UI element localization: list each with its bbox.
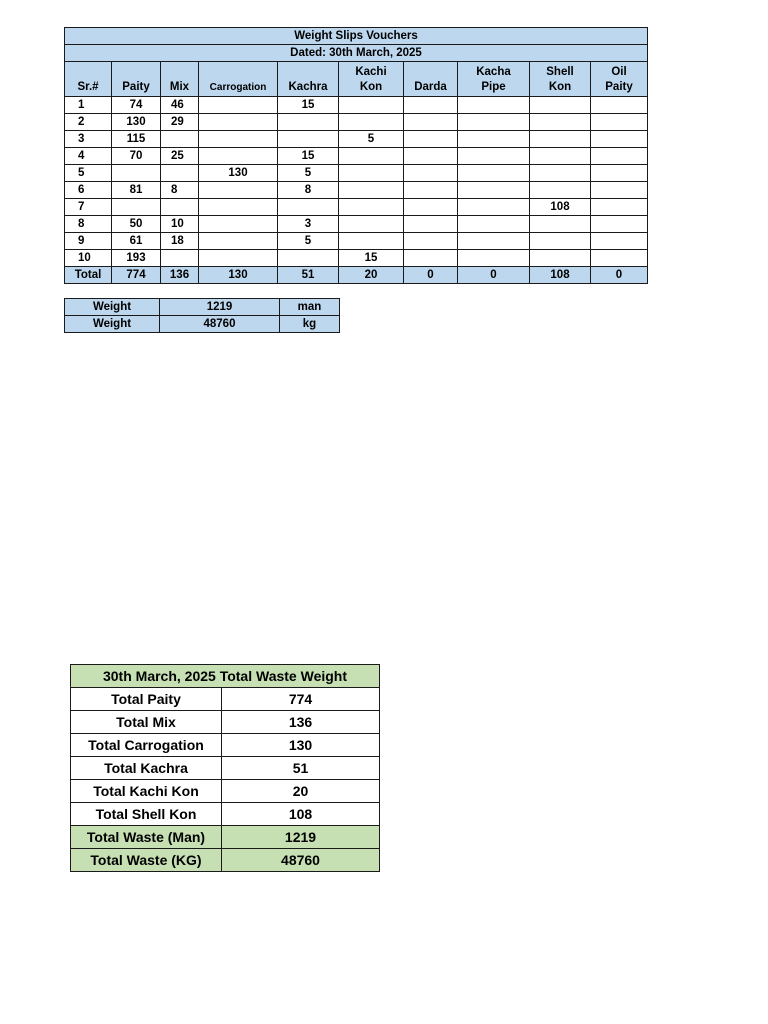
table-cell: 70	[112, 148, 161, 165]
table-cell: 29	[161, 114, 199, 131]
weight-cell: 1219	[160, 299, 280, 316]
table-row	[65, 165, 648, 182]
table-cell: 81	[112, 182, 161, 199]
table-cell	[591, 233, 648, 250]
table-cell	[199, 216, 278, 233]
table-cell: 193	[112, 250, 161, 267]
table-cell: 10	[65, 250, 112, 267]
weight-row	[65, 316, 340, 333]
table-cell	[161, 131, 199, 148]
table-cell: 6	[65, 182, 112, 199]
summary-total-value: 1219	[222, 826, 380, 849]
table-cell: 1	[65, 97, 112, 114]
table-cell	[530, 182, 591, 199]
table-cell: 130	[199, 165, 278, 182]
table-cell	[530, 165, 591, 182]
total-cell: 0	[591, 267, 648, 284]
table-cell	[199, 131, 278, 148]
column-header: Kacha Pipe	[458, 62, 530, 97]
table-cell	[278, 131, 339, 148]
table-row	[65, 131, 648, 148]
table-cell	[404, 233, 458, 250]
table-cell	[458, 131, 530, 148]
table-cell	[161, 250, 199, 267]
table-cell	[404, 182, 458, 199]
table-cell: 9	[65, 233, 112, 250]
table-cell	[161, 199, 199, 216]
column-header: Mix	[161, 62, 199, 97]
table-cell: 5	[278, 233, 339, 250]
summary-total-value: 48760	[222, 849, 380, 872]
table-cell: 3	[65, 131, 112, 148]
table-cell: 74	[112, 97, 161, 114]
total-cell: Total	[65, 267, 112, 284]
total-cell: 0	[458, 267, 530, 284]
summary-value: 130	[222, 734, 380, 757]
summary-total-label: Total Waste (Man)	[71, 826, 222, 849]
table-cell: 50	[112, 216, 161, 233]
summary-total-row	[71, 826, 380, 849]
table-cell	[591, 182, 648, 199]
summary-title: 30th March, 2025 Total Waste Weight	[71, 665, 380, 688]
table-cell: 8	[278, 182, 339, 199]
table-cell	[112, 199, 161, 216]
table-cell: 5	[65, 165, 112, 182]
table-cell	[339, 114, 404, 131]
weight-cell: kg	[280, 316, 340, 333]
table-cell	[530, 97, 591, 114]
column-header: Oil Paity	[591, 62, 648, 97]
table-cell	[591, 216, 648, 233]
table-cell	[278, 114, 339, 131]
column-header-row	[65, 62, 648, 97]
table-cell	[458, 250, 530, 267]
table-cell: 108	[530, 199, 591, 216]
table-cell	[278, 250, 339, 267]
summary-row	[71, 780, 380, 803]
column-header: Paity	[112, 62, 161, 97]
table-cell	[199, 199, 278, 216]
table-cell	[530, 216, 591, 233]
summary-label: Total Kachi Kon	[71, 780, 222, 803]
column-header: Sr.#	[65, 62, 112, 97]
summary-row	[71, 803, 380, 826]
table-cell	[404, 165, 458, 182]
table-date: Dated: 30th March, 2025	[65, 45, 648, 62]
table-cell	[404, 148, 458, 165]
table-cell	[404, 216, 458, 233]
table-row	[65, 182, 648, 199]
summary-label: Total Kachra	[71, 757, 222, 780]
table-cell	[404, 114, 458, 131]
table-cell	[339, 233, 404, 250]
table-cell: 2	[65, 114, 112, 131]
total-waste-summary-table	[70, 664, 380, 872]
column-header: Shell Kon	[530, 62, 591, 97]
table-cell	[591, 165, 648, 182]
table-cell	[199, 250, 278, 267]
summary-label: Total Paity	[71, 688, 222, 711]
table-cell	[339, 199, 404, 216]
total-cell: 0	[404, 267, 458, 284]
summary-total-row	[71, 849, 380, 872]
table-row	[65, 114, 648, 131]
table-cell	[339, 165, 404, 182]
table-cell	[530, 114, 591, 131]
table-cell	[458, 199, 530, 216]
table-cell: 46	[161, 97, 199, 114]
table-cell	[199, 114, 278, 131]
column-header: Kachi Kon	[339, 62, 404, 97]
table-row	[65, 233, 648, 250]
table-cell	[591, 114, 648, 131]
total-row	[65, 267, 648, 284]
table-cell: 61	[112, 233, 161, 250]
total-cell: 20	[339, 267, 404, 284]
table-row	[65, 216, 648, 233]
table-cell	[339, 97, 404, 114]
table-cell: 10	[161, 216, 199, 233]
table-cell	[112, 165, 161, 182]
table-cell	[530, 131, 591, 148]
total-cell: 51	[278, 267, 339, 284]
table-cell: 8	[65, 216, 112, 233]
summary-label: Total Carrogation	[71, 734, 222, 757]
table-cell	[591, 148, 648, 165]
summary-value: 136	[222, 711, 380, 734]
column-header: Carrogation	[199, 62, 278, 97]
table-cell	[530, 250, 591, 267]
table-cell	[458, 182, 530, 199]
summary-total-label: Total Waste (KG)	[71, 849, 222, 872]
summary-label: Total Mix	[71, 711, 222, 734]
table-cell	[404, 199, 458, 216]
table-cell: 18	[161, 233, 199, 250]
table-cell	[591, 131, 648, 148]
summary-value: 51	[222, 757, 380, 780]
table-cell	[161, 165, 199, 182]
table-cell	[404, 131, 458, 148]
table-cell: 15	[278, 97, 339, 114]
table-cell	[458, 148, 530, 165]
table-cell: 4	[65, 148, 112, 165]
table-cell	[458, 114, 530, 131]
table-cell	[339, 182, 404, 199]
summary-row	[71, 688, 380, 711]
weight-table	[64, 298, 340, 333]
table-cell	[458, 165, 530, 182]
table-cell	[278, 199, 339, 216]
table-cell	[339, 216, 404, 233]
table-cell	[404, 97, 458, 114]
table-title: Weight Slips Vouchers	[65, 28, 648, 45]
total-cell: 774	[112, 267, 161, 284]
table-cell: 15	[339, 250, 404, 267]
total-cell: 136	[161, 267, 199, 284]
table-cell	[591, 199, 648, 216]
table-cell: 3	[278, 216, 339, 233]
table-cell: 7	[65, 199, 112, 216]
summary-value: 108	[222, 803, 380, 826]
table-row	[65, 250, 648, 267]
column-header: Kachra	[278, 62, 339, 97]
table-cell	[458, 233, 530, 250]
table-cell: 8	[161, 182, 199, 199]
table-cell: 5	[278, 165, 339, 182]
table-cell: 25	[161, 148, 199, 165]
total-cell: 108	[530, 267, 591, 284]
summary-row	[71, 734, 380, 757]
weight-cell: Weight	[65, 316, 160, 333]
summary-value: 20	[222, 780, 380, 803]
table-cell: 130	[112, 114, 161, 131]
table-cell	[339, 148, 404, 165]
column-header: Darda	[404, 62, 458, 97]
weight-row	[65, 299, 340, 316]
table-cell	[199, 97, 278, 114]
table-cell	[404, 250, 458, 267]
table-cell	[530, 233, 591, 250]
weight-cell: Weight	[65, 299, 160, 316]
table-cell: 115	[112, 131, 161, 148]
table-cell: 5	[339, 131, 404, 148]
weight-cell: 48760	[160, 316, 280, 333]
table-row	[65, 97, 648, 114]
weight-cell: man	[280, 299, 340, 316]
table-cell	[199, 233, 278, 250]
table-cell	[591, 97, 648, 114]
total-cell: 130	[199, 267, 278, 284]
table-row	[65, 148, 648, 165]
table-cell	[458, 216, 530, 233]
table-cell	[458, 97, 530, 114]
table-cell	[530, 148, 591, 165]
table-row	[65, 199, 648, 216]
table-cell	[199, 182, 278, 199]
summary-row	[71, 757, 380, 780]
summary-label: Total Shell Kon	[71, 803, 222, 826]
weight-slips-table	[64, 27, 648, 284]
table-cell	[199, 148, 278, 165]
summary-row	[71, 711, 380, 734]
table-cell	[591, 250, 648, 267]
table-cell: 15	[278, 148, 339, 165]
summary-value: 774	[222, 688, 380, 711]
